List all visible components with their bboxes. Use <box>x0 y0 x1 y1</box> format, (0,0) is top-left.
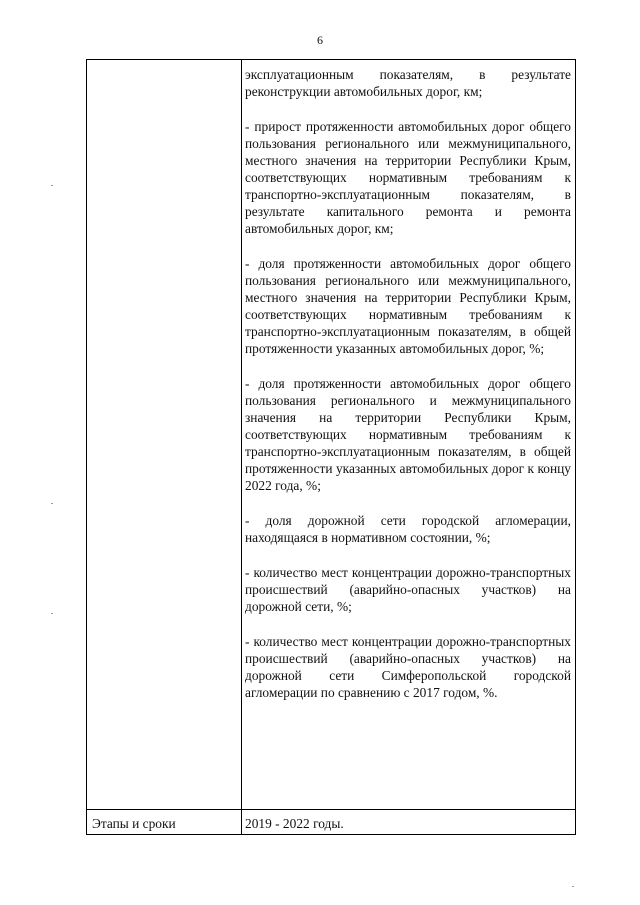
indicator-paragraph: - количество мест концентрации дорожно-транспортных происшествий (аварийно-опасных участков) на дорожной сети, %; <box>245 565 571 614</box>
stages-label: Этапы и сроки <box>92 816 176 831</box>
scan-speck <box>51 503 53 504</box>
row-divider <box>87 809 575 810</box>
indicator-paragraph: - доля протяженности автомобильных дорог общего пользования регионального или межмуниципального, местного значения на территории Республики Крым, соответствующих нормативным требованиям к транспортно-эксплуатационным показателям, в общей протяженности указанных автомобильных дорог, %; <box>245 256 571 356</box>
scan-speck <box>572 886 574 887</box>
stages-value: 2019 - 2022 годы. <box>245 816 344 831</box>
indicators-cell <box>245 66 571 701</box>
indicator-paragraph: - доля протяженности автомобильных дорог общего пользования регионального и межмуниципального значения на территории Республики Крым, соответствующих нормативным требованиям к транспортно-эксплуатационным показателям, в общей протяженности указанных автомобильных дорог к концу 2022 года, %; <box>245 376 571 493</box>
indicator-paragraph: - прирост протяженности автомобильных дорог общего пользования регионального или межмуниципального, местного значения на территории Республики Крым, соответствующих нормативным требованиям к транспортно-эксплуатационным показателям, в результате капитального ремонта и ремонта автомобильных дорог, км; <box>245 119 571 236</box>
document-table <box>86 59 576 835</box>
indicator-paragraph: - количество мест концентрации дорожно-транспортных происшествий (аварийно-опасных участков) на дорожной сети Симферопольской городской агломерации по сравнению с 2017 годом, %. <box>245 634 571 700</box>
scan-speck <box>51 185 53 186</box>
page-number: 6 <box>317 33 323 47</box>
indicator-paragraph: эксплуатационным показателям, в результате реконструкции автомобильных дорог, км; <box>245 67 571 99</box>
scan-speck <box>51 613 53 614</box>
column-divider <box>241 60 242 834</box>
indicator-paragraph: - доля дорожной сети городской агломерации, находящаяся в нормативном состоянии, %; <box>245 513 571 545</box>
